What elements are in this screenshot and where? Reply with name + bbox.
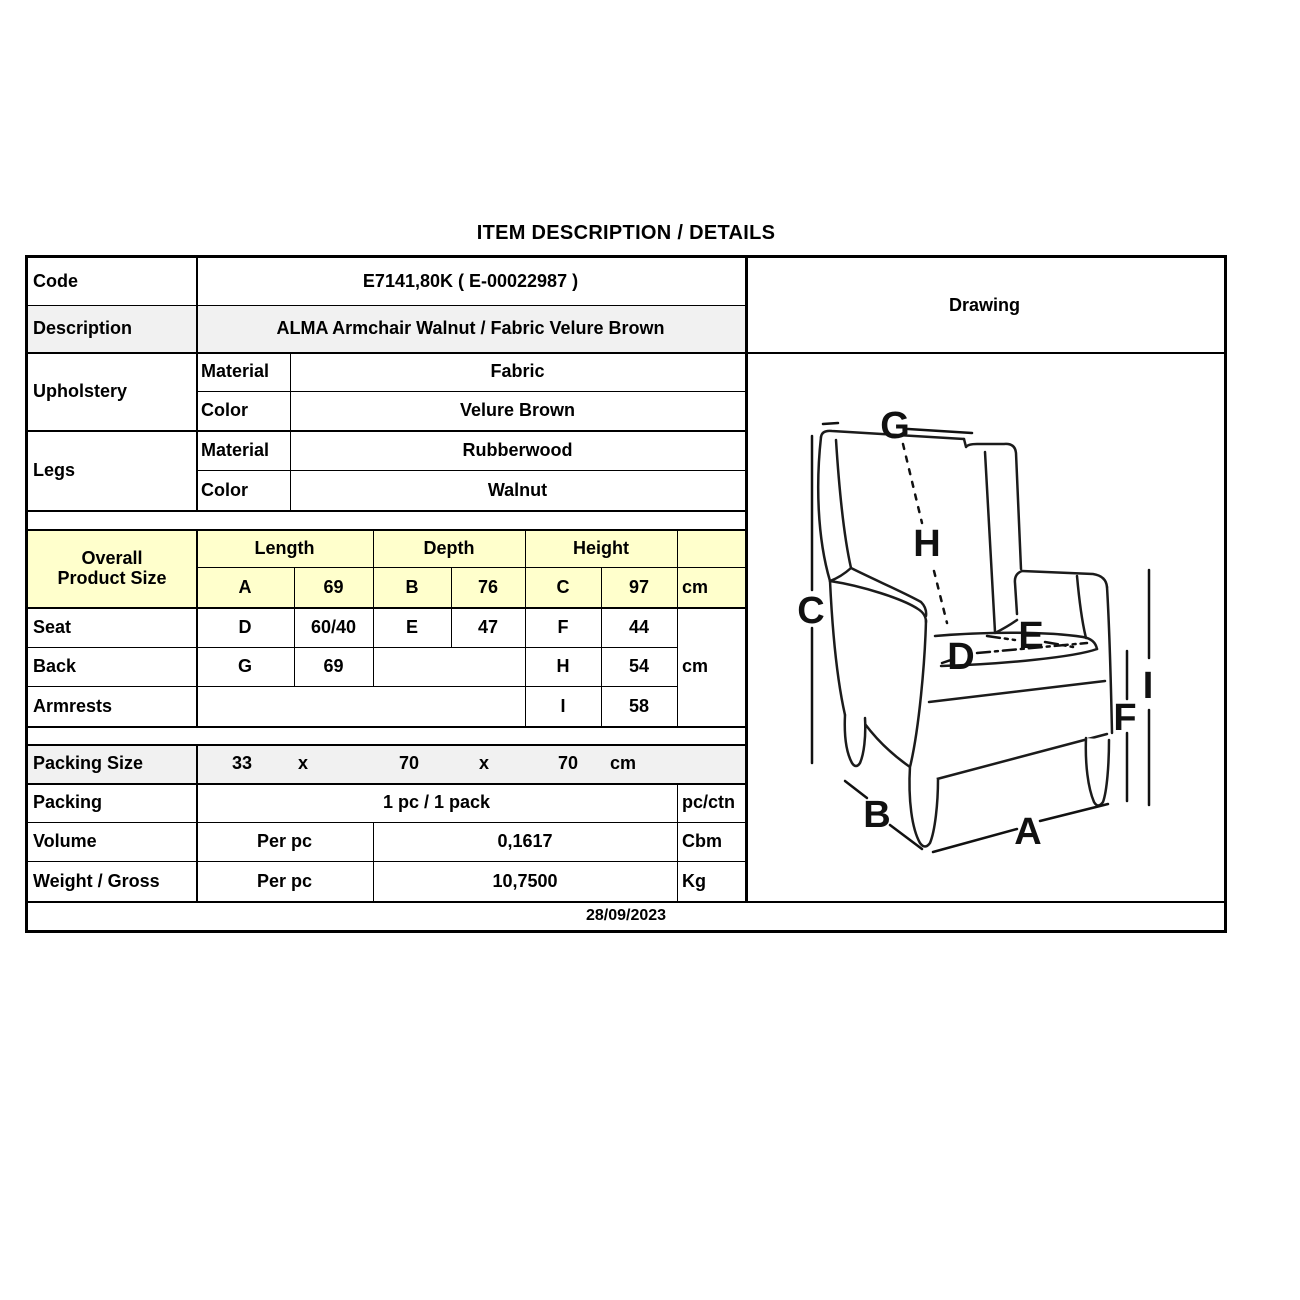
chair-leg-back-left bbox=[845, 715, 866, 766]
back-label: Back bbox=[33, 656, 77, 677]
dim-line-a-right bbox=[1040, 804, 1108, 821]
back-g-value: 69 bbox=[323, 656, 344, 677]
packing-size-x1: x bbox=[297, 753, 309, 774]
packing-value: 1 pc / 1 pack bbox=[382, 792, 491, 813]
volume-per: Per pc bbox=[256, 831, 313, 852]
armrests-i-value: 58 bbox=[628, 695, 650, 716]
date-value: 28/09/2023 bbox=[585, 906, 667, 924]
weight-value: 10,7500 bbox=[492, 870, 558, 891]
weight-label: Weight / Gross bbox=[33, 870, 160, 891]
packing-unit: pc/ctn bbox=[682, 792, 736, 813]
page-title: ITEM DESCRIPTION / DETAILS bbox=[476, 222, 776, 244]
weight-per: Per pc bbox=[256, 870, 313, 891]
packing-size-unit: cm bbox=[609, 753, 637, 774]
height-header: Height bbox=[573, 537, 629, 558]
legs-material-value: Rubberwood bbox=[462, 439, 573, 460]
dim-line-g-left bbox=[823, 423, 838, 424]
back-g-key: G bbox=[237, 656, 252, 677]
chair-cushion-back-edge bbox=[995, 620, 1017, 633]
chair-left-arm-roll bbox=[830, 581, 926, 622]
dim-line-h-dashed-bottom bbox=[934, 571, 947, 623]
upholstery-color-label: Color bbox=[201, 400, 248, 421]
legs-material-label: Material bbox=[201, 439, 270, 460]
chair-right-arm-front bbox=[1077, 576, 1086, 638]
legs-color-label: Color bbox=[201, 479, 248, 500]
seat-e-key: E bbox=[405, 616, 418, 637]
overall-label-line1: Overall bbox=[81, 547, 143, 568]
length-header: Length bbox=[254, 537, 315, 558]
packing-size-v4: 70 bbox=[557, 753, 579, 774]
chair-back-outer-left bbox=[818, 437, 830, 581]
chair-right-wing bbox=[964, 439, 1021, 569]
overall-product-size-label bbox=[28, 529, 196, 607]
chair-back-inner-right bbox=[985, 452, 995, 632]
dim-line-e-left bbox=[987, 636, 1015, 640]
seat-f-key: F bbox=[557, 616, 569, 637]
packing-size-v2: 70 bbox=[398, 753, 420, 774]
dim-label-h: H bbox=[913, 523, 941, 565]
seat-d-key: D bbox=[238, 616, 252, 637]
spec-table bbox=[25, 255, 1227, 933]
legs-color-value: Walnut bbox=[487, 479, 548, 500]
dim-line-h-dashed-top bbox=[903, 444, 922, 523]
chair-left-side-outer bbox=[830, 581, 845, 715]
overall-c-key: C bbox=[556, 576, 570, 597]
overall-a-key: A bbox=[238, 576, 252, 597]
upholstery-material-value: Fabric bbox=[490, 361, 545, 382]
overall-a-value: 69 bbox=[323, 576, 344, 597]
back-h-key: H bbox=[556, 656, 570, 677]
chair-deck-line bbox=[929, 681, 1105, 702]
overall-c-value: 97 bbox=[628, 576, 650, 597]
chair-base-left-edge bbox=[865, 724, 910, 767]
description-label: Description bbox=[33, 318, 133, 339]
chair-leg-front-left bbox=[909, 766, 938, 847]
volume-unit: Cbm bbox=[682, 831, 722, 852]
overall-label-line2: Product Size bbox=[57, 568, 167, 588]
upholstery-color-value: Velure Brown bbox=[459, 400, 576, 421]
weight-unit: Kg bbox=[682, 870, 706, 891]
chair-right-arm-cap bbox=[1015, 571, 1022, 614]
grid-line-h bbox=[28, 726, 745, 728]
dim-label-f: F bbox=[1113, 697, 1137, 739]
armrests-i-key: I bbox=[560, 695, 566, 716]
dim-line-a-left bbox=[933, 829, 1017, 852]
dim-label-i: I bbox=[1142, 665, 1154, 707]
legs-label: Legs bbox=[33, 459, 76, 480]
chair-left-wing-flare bbox=[830, 568, 851, 581]
dim-label-d: D bbox=[947, 636, 975, 678]
chair-apron-bottom bbox=[937, 734, 1107, 779]
overall-b-value: 76 bbox=[477, 576, 499, 597]
drawing-header: Drawing bbox=[948, 294, 1020, 315]
volume-label: Volume bbox=[33, 831, 97, 852]
code-label: Code bbox=[33, 271, 78, 292]
dim-label-a: A bbox=[1014, 811, 1042, 853]
packing-label: Packing bbox=[33, 792, 103, 813]
dim-label-e: E bbox=[1018, 615, 1044, 657]
seat-d-value: 60/40 bbox=[310, 616, 357, 637]
dim-label-c: C bbox=[797, 590, 825, 632]
chair-left-arm-inner bbox=[851, 568, 926, 616]
upholstery-material-label: Material bbox=[201, 361, 270, 382]
packing-size-x3: x bbox=[478, 753, 490, 774]
chair-left-arm-front bbox=[910, 620, 926, 767]
description-value: ALMA Armchair Walnut / Fabric Velure Brown bbox=[276, 318, 665, 339]
dim-line-g-right bbox=[908, 429, 972, 433]
code-value: E7141,80K ( E-00022987 ) bbox=[362, 271, 579, 292]
chair-right-arm-top bbox=[1022, 571, 1107, 587]
overall-b-key: B bbox=[405, 576, 419, 597]
dim-label-g: G bbox=[880, 405, 910, 447]
grid-line-h bbox=[28, 510, 745, 512]
packing-size-values bbox=[196, 744, 745, 783]
packing-size-v0: 33 bbox=[231, 753, 253, 774]
chair-right-arm-outer bbox=[1107, 587, 1112, 733]
upholstery-label: Upholstery bbox=[33, 380, 128, 401]
armchair-drawing-svg bbox=[745, 352, 1224, 901]
chair-back-inner-left bbox=[836, 440, 851, 568]
volume-value: 0,1617 bbox=[497, 831, 553, 852]
back-h-value: 54 bbox=[628, 656, 650, 677]
depth-header: Depth bbox=[423, 537, 475, 558]
packing-size-label: Packing Size bbox=[33, 753, 144, 774]
size-unit-merged: cm bbox=[682, 656, 709, 677]
seat-label: Seat bbox=[33, 616, 72, 637]
armrests-label: Armrests bbox=[33, 695, 113, 716]
seat-e-value: 47 bbox=[477, 616, 499, 637]
dim-label-b: B bbox=[863, 794, 891, 836]
overall-unit: cm bbox=[682, 576, 709, 597]
chair-leg-front-right bbox=[1086, 738, 1109, 806]
seat-f-value: 44 bbox=[628, 616, 650, 637]
